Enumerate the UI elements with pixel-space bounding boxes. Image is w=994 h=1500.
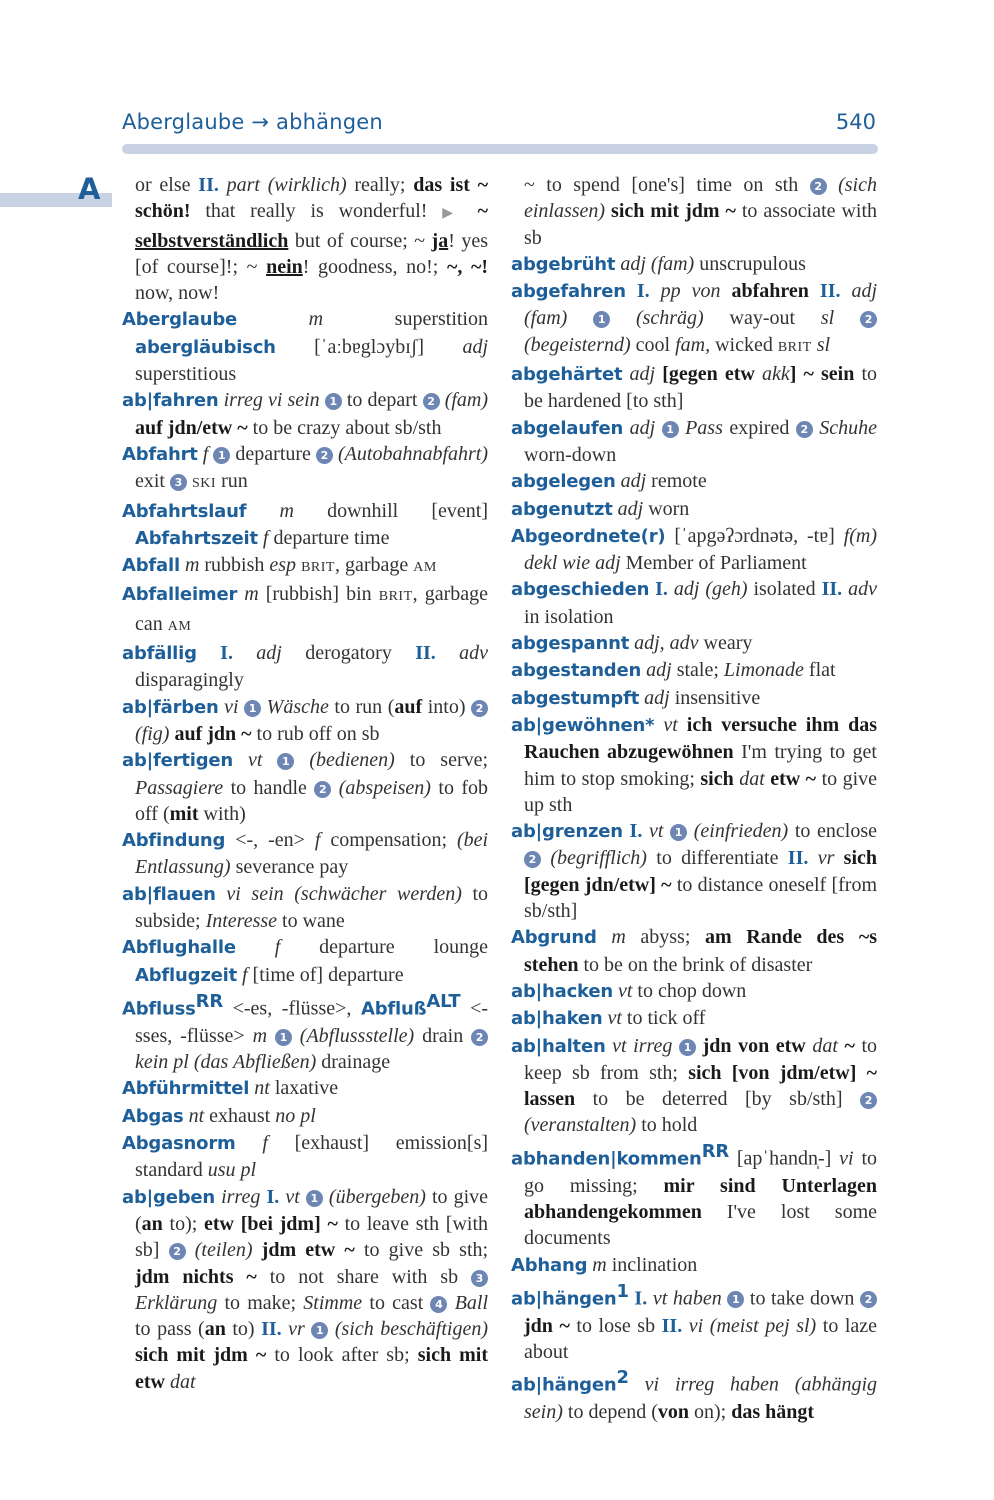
sense-number-icon: 1 [325,393,342,410]
entry-abfalleimer: Abfalleimer m [rubbish] bin BRIT, garbage can AM [122,583,488,635]
entry-abgestanden: abgestanden adj stale; Limonade flat [511,659,836,682]
entry-abfaerben: ab|färben vi 1 Wäsche to run (auf into) 2 (fig) auf jdn ~ to rub off on sb [122,694,488,748]
entry-aberglaube: Aberglaube m superstition abergläubisch [ˈaːbɐglɔybɪʃ] adj superstitious [122,308,488,386]
sense-number-icon: 2 [860,311,877,328]
sense-number-icon: 2 [860,1092,877,1109]
entry-abhacken: ab|hacken vt to chop down [511,979,747,1002]
continued-entry: ~ to spend [one's] time on sth 2 (sich einlassen) sich mit jdm ~ to associate with sb [524,174,878,249]
entry-abfahrtslauf: Abfahrtslauf m downhill [event] Abfahrtszeit f departure time [122,499,488,549]
sense-number-icon: 1 [275,1029,292,1046]
entry-abhang: Abhang m inclination [511,1253,698,1276]
sense-number-icon: 2 [471,700,488,717]
entry-abflauen: ab|flauen vi sein (schwächer werden) to subside; Interesse to wane [122,882,489,933]
left-column [122,172,488,1395]
entry-abhaengen-1: ab|hängen$^1$ I. vt haben 1 to take down 2 jdn ~ to lose sb II. vi (meist pej sl) to laze about [511,1280,878,1364]
entry-abfluss: Abfluss$^{RR}$ <-es, -flüsse>, Abfluß$^{ALT}$ <-sses, -flüsse> m 1 (Abflussstelle) drain 2 kein pl (das Abfließen) drainage [122,990,489,1074]
sense-number-icon: 1 [670,824,687,841]
entry-abhalten: ab|halten vt irreg 1 jdn von etw dat ~ to keep sb from sth; sich [von jdm/etw] ~ lassen to be deterred [by sb/sth] 2 (veranstalten) to hold [511,1034,878,1137]
entry-abfahrt: Abfahrt f 1 departure 2 (Autobahnabfahrt) exit 3 SKI run [122,442,489,493]
sense-number-icon: 1 [213,447,230,464]
sense-number-icon: 2 [524,851,541,868]
entry-abhaengen-2: ab|hängen$^2$ vi irreg haben (abhängig sein) to depend (von on); das hängt [511,1367,877,1424]
sense-number-icon: 2 [810,178,827,195]
continued-entry: or else II. part (wirklich) really; das ist ~ schön! that really is wonderful! ▶ ~ selbstverständlich but of course; ~ ja! yes [of course]!; ~ nein! goodness, no!; ~, ~! now, now! [135,174,489,305]
entry-abhaken: ab|haken vt to tick off [511,1007,706,1030]
sense-number-icon: 1 [679,1039,696,1056]
entry-abgelaufen: abgelaufen adj 1 Pass expired 2 Schuhe worn-down [511,416,878,466]
entry-abflughalle: Abflughalle f departure lounge Abflugzeit f [time of] departure [122,936,488,986]
thumb-tab-letter: A [78,172,101,206]
sense-number-icon: 4 [430,1296,447,1313]
entry-abgehaertet: abgehärtet adj [gegen etw akk] ~ sein to be hardened [to sth] [511,363,878,413]
entry-abfindung: Abfindung <-, -en> f compensation; (bei Entlassung) severance pay [122,829,489,879]
entry-abgeschieden: abgeschieden I. adj (geh) isolated II. adv in isolation [511,578,877,628]
entry-abgefahren: abgefahren I. pp von abfahren II. adj (fam) 1 (schräg) way-out sl 2 (begeisternd) cool fam, wicked BRIT sl [511,280,878,356]
entry-abfertigen: ab|fertigen vt 1 (bedienen) to serve; Passagiere to handle 2 (abspeisen) to fob off (mit with) [122,749,489,825]
entry-abgenutzt: abgenutzt adj worn [511,497,690,520]
entry-abfaellig: abfällig I. adj derogatory II. adv disparagingly [122,642,488,692]
sense-number-icon: 2 [471,1029,488,1046]
entry-abgebrueht: abgebrüht adj (fam) unscrupulous [511,252,806,275]
sense-number-icon: 1 [244,700,261,717]
cross-reference-arrow-icon: ▶ [442,206,463,222]
sense-number-icon: 2 [860,1291,877,1308]
sense-number-icon: 1 [662,421,679,438]
sense-number-icon: 1 [593,311,610,328]
sense-number-icon: 1 [306,1190,323,1207]
entry-abgewoehnen: ab|gewöhnen* vt ich versuche ihm das Rauchen abzugewöhnen I'm trying to get him to stop smoking; sich dat etw ~ to give up sth [511,713,878,816]
entry-abgelegen: abgelegen adj remote [511,470,707,493]
running-head-range: Aberglaube → abhängen [122,110,383,134]
header-rule [122,144,878,154]
entry-abgeben: ab|geben irreg I. vt 1 (übergeben) to give (an to); etw [bei jdm] ~ to leave sth [with sb] 2 (teilen) jdm etw ~ to give sb sth; jdm nichts ~ to not share with sb 3 Erklärung to make; Stimme to cast 4 Ball to pass (an to) II. vr 1 (sich beschäftigen) sich mit jdm ~ to look after sb; sich mit etw dat [122,1185,489,1393]
right-column [511,172,877,1426]
sense-number-icon: 2 [169,1243,186,1260]
entry-abhandenkommen: abhanden|kommen$^{RR}$ [apˈhandn̩-] vi to go missing; mir sind Unterlagen abhandengekommen I've lost some documents [511,1140,878,1250]
sense-number-icon: 3 [471,1270,488,1287]
entry-abgrenzen: ab|grenzen I. vt 1 (einfrieden) to enclose 2 (begrifflich) to differentiate II. vr sich [gegen jdn/etw] ~ to distance oneself [from sb/sth] [511,820,878,923]
entry-abgasnorm: Abgasnorm f [exhaust] emission[s] standard usu pl [122,1132,489,1182]
entry-abgespannt: abgespannt adj, adv weary [511,632,753,655]
entry-abgestumpft: abgestumpft adj insensitive [511,686,761,709]
entry-abfuehrmittel: Abführmittel nt laxative [122,1077,339,1100]
entry-abgrund: Abgrund m abyss; am Rande des ~s stehen to be on the brink of disaster [511,926,877,976]
sense-number-icon: 2 [796,421,813,438]
sense-number-icon: 1 [277,753,294,770]
sense-number-icon: 2 [316,447,333,464]
sense-number-icon: 2 [423,393,440,410]
sense-number-icon: 1 [311,1322,328,1339]
entry-abgeordnete: Abgeordnete(r) [ˈapgəʔɔrdnətə, -tɐ] f(m) dekl wie adj Member of Parliament [511,524,878,575]
sense-number-icon: 2 [314,781,331,798]
sense-number-icon: 3 [170,474,187,491]
entry-abfahren: ab|fahren irreg vi sein 1 to depart 2 (fam) auf jdn/etw ~ to be crazy about sb/sth [122,389,489,439]
entry-abgas: Abgas nt exhaust no pl [122,1104,316,1127]
entry-abfall: Abfall m rubbish esp BRIT, garbage AM [122,554,437,577]
page-number: 540 [835,110,876,134]
sense-number-icon: 1 [727,1291,744,1308]
